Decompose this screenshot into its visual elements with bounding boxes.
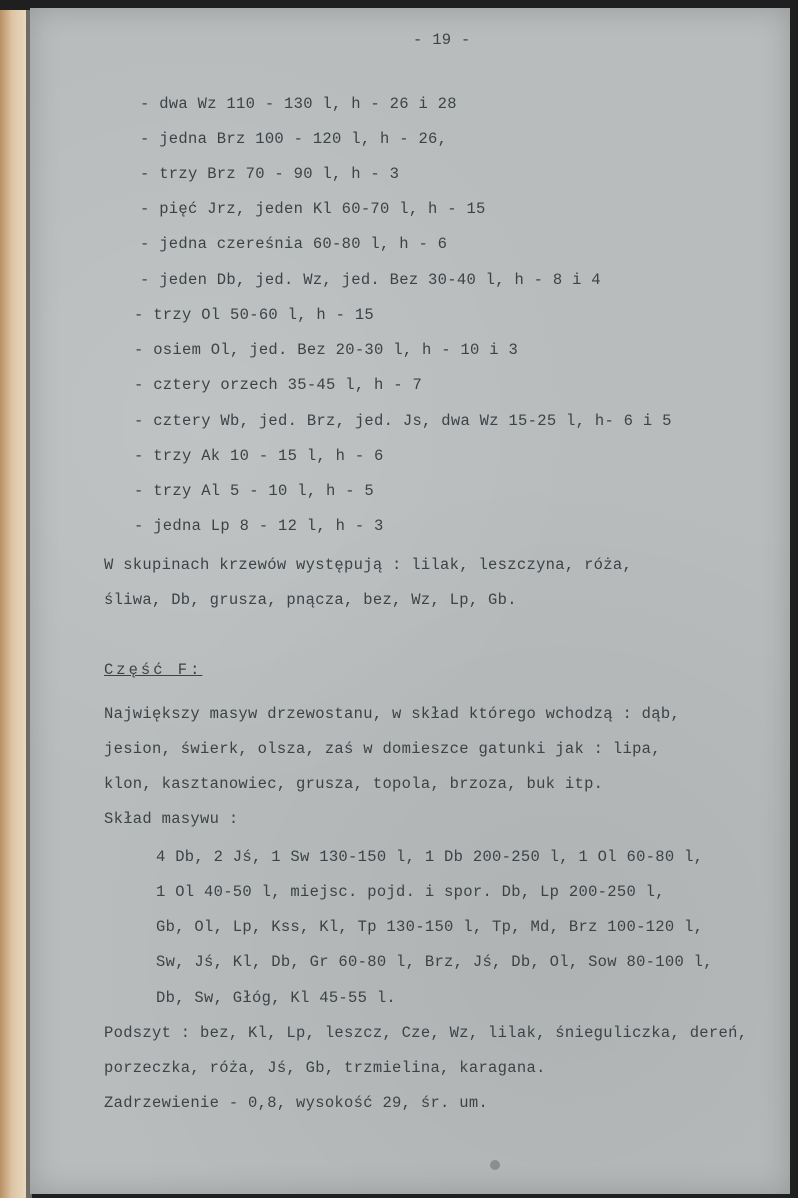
undergrowth-line: porzeczka, róża, Jś, Gb, trzmielina, karagana. [104,1059,546,1077]
species-line: - dwa Wz 110 - 130 l, h - 26 i 28 [140,95,457,113]
shrubs-paragraph-line: śliwa, Db, grusza, pnącza, bez, Wz, Lp, Gb. [104,591,517,609]
mass-paragraph-line: jesion, świerk, olsza, zaś w domieszce gatunki jak : lipa, [104,740,661,758]
mass-paragraph-line: klon, kasztanowiec, grusza, topola, brzoza, buk itp. [104,775,604,793]
composition-line: Gb, Ol, Lp, Kss, Kl, Tp 130-150 l, Tp, Md, Brz 100-120 l, [156,918,704,936]
composition-line: Db, Sw, Głóg, Kl 45-55 l. [156,989,397,1007]
species-line: - trzy Ol 50-60 l, h - 15 [134,306,375,324]
species-line: - trzy Ak 10 - 15 l, h - 6 [134,447,384,465]
composition-line: 4 Db, 2 Jś, 1 Sw 130-150 l, 1 Db 200-250 l, 1 Ol 60-80 l, [156,848,704,866]
page-number: - 19 - [413,31,471,49]
species-line: - jeden Db, jed. Wz, jed. Bez 30-40 l, h - 8 i 4 [140,271,601,289]
section-heading: Część F: [104,661,203,679]
mass-paragraph-line: Największy masyw drzewostanu, w skład którego wchodzą : dąb, [104,705,681,723]
species-line: - jedna czereśnia 60-80 l, h - 6 [140,235,448,253]
species-line: - pięć Jrz, jeden Kl 60-70 l, h - 15 [140,200,486,218]
species-line: - jedna Brz 100 - 120 l, h - 26, [140,130,448,148]
composition-label: Skład masywu : [104,810,239,828]
species-line: - osiem Ol, jed. Bez 20-30 l, h - 10 i 3 [134,341,519,359]
composition-line: Sw, Jś, Kl, Db, Gr 60-80 l, Brz, Jś, Db, Ol, Sow 80-100 l, [156,953,713,971]
species-line: - trzy Brz 70 - 90 l, h - 3 [140,165,400,183]
shrubs-paragraph-line: W skupinach krzewów występują : lilak, leszczyna, róża, [104,556,633,574]
species-line: - cztery Wb, jed. Brz, jed. Js, dwa Wz 15-25 l, h- 6 i 5 [134,412,672,430]
species-line: - trzy Al 5 - 10 l, h - 5 [134,482,375,500]
typed-page [30,8,790,1194]
species-line: - cztery orzech 35-45 l, h - 7 [134,376,423,394]
undergrowth-line: Podszyt : bez, Kl, Lp, leszcz, Cze, Wz, lilak, śnieguliczka, dereń, [104,1024,748,1042]
composition-line: 1 Ol 40-50 l, miejsc. pojd. i spor. Db, Lp 200-250 l, [156,883,665,901]
ink-smudge [490,1160,500,1170]
density-line: Zadrzewienie - 0,8, wysokość 29, śr. um. [104,1094,489,1112]
book-spine [0,10,26,1198]
species-line: - jedna Lp 8 - 12 l, h - 3 [134,517,384,535]
